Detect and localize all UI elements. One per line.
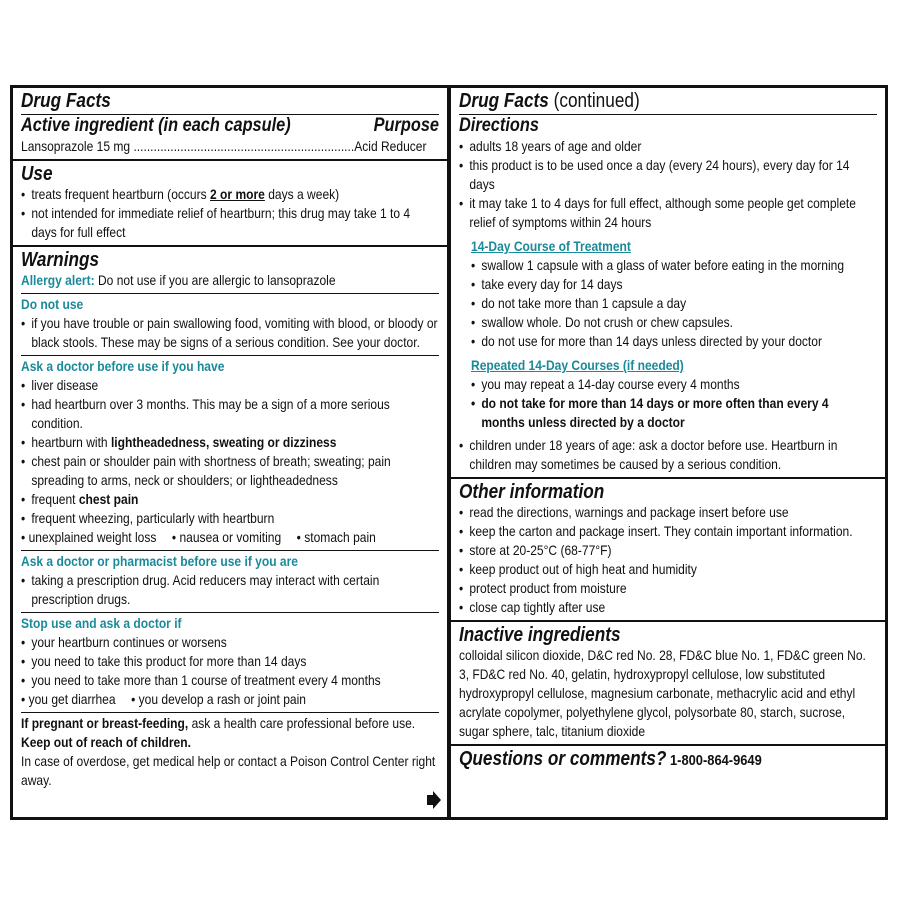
stop-use-bullet: • your heartburn continues or worsens (21, 633, 438, 652)
ask-pharmacist-subsection (21, 550, 439, 609)
ask-doctor-bullet: • frequent chest pain (21, 490, 438, 509)
questions-line: Questions or comments? 1-800-864-9649 (459, 748, 762, 770)
directions-section (451, 88, 885, 479)
other-information-title: Other information (459, 481, 605, 503)
other-information-section (451, 479, 885, 622)
ask-doctor-bullet: • frequent wheezing, particularly with heartburn (21, 509, 438, 528)
active-ingredient-header: Active ingredient (in each capsule) (21, 115, 291, 136)
ask-pharmacist-title: Ask a doctor or pharmacist before use if you are (21, 553, 299, 569)
use-title: Use (21, 163, 53, 185)
directions-bullet: • it may take 1 to 4 days for full effect, although some people get complete relief of symptoms within 24 hours (459, 194, 876, 232)
warnings-title: Warnings (21, 249, 100, 271)
pregnancy-warning: If pregnant or breast-feeding, ask a health care professional before use. (21, 715, 416, 731)
inline-bullet: • you get diarrhea (21, 691, 116, 707)
ask-doctor-title: Ask a doctor before use if you have (21, 358, 225, 374)
phone-number: 1-800-864-9649 (666, 752, 762, 769)
course-bullet: • do not take more than 1 capsule a day (471, 294, 874, 313)
directions-title: Directions (459, 115, 539, 136)
do-not-use-title: Do not use (21, 296, 84, 312)
other-bullet: • keep product out of high heat and humidity (459, 560, 876, 579)
inactive-ingredients-title: Inactive ingredients (459, 624, 621, 646)
other-bullet: • close cap tightly after use (459, 598, 876, 617)
stop-use-bullet: • you need to take this product for more than 14 days (21, 652, 438, 671)
ask-pharmacist-bullet: • taking a prescription drug. Acid reducers may interact with certain prescription drugs. (21, 571, 438, 609)
repeated-courses-title: Repeated 14-Day Courses (if needed) (471, 357, 684, 373)
ask-doctor-bullet: • heartburn with lightheadedness, sweating or dizziness (21, 433, 438, 452)
directions-bullet: • adults 18 years of age and older (459, 137, 876, 156)
inactive-ingredients-text: colloidal silicon dioxide, D&C red No. 28, FD&C blue No. 1, FD&C green No. 3, FD&C red No. 40, gelatin, hydroxypropyl cellulose, low substituted hydroxypropyl cellulose, magnesium carbonate, methacrylic acid and ethyl acrylate copolymer, polyethylene glycol, polysorbate 80, starch, sucrose, sugar sphere, talc, titanium dioxide (459, 647, 866, 739)
pregnancy-subsection (21, 712, 439, 790)
stop-use-inline-bullets (21, 690, 438, 709)
questions-section (451, 746, 885, 775)
course-bullet: • swallow whole. Do not crush or chew capsules. (471, 313, 874, 332)
inline-bullet: • nausea or vomiting (171, 529, 282, 545)
ask-doctor-bullet: • chest pain or shoulder pain with shortness of breath; sweating; pain spreading to arms, neck or shoulders; or lightheadedness (21, 452, 438, 490)
ask-doctor-inline-bullets (21, 528, 438, 547)
other-bullet: • keep the carton and package insert. They contain important information. (459, 522, 876, 541)
allergy-alert: Allergy alert: Do not use if you are allergic to lansoprazole (21, 272, 336, 288)
other-bullet: • store at 20-25°C (68-77°F) (459, 541, 876, 560)
use-bullet-1: • treats frequent heartburn (occurs 2 or more days a week) (21, 185, 438, 204)
repeat-bullet: • you may repeat a 14-day course every 4 months (471, 375, 874, 394)
active-ingredient-line: Lansoprazole 15 mg ..................................................................Acid Reducer (21, 138, 427, 154)
overdose-text: In case of overdose, get medical help or contact a Poison Control Center right away. (21, 753, 436, 788)
ask-doctor-subsection (21, 355, 439, 547)
other-bullet: • read the directions, warnings and package insert before use (459, 503, 876, 522)
drug-facts-right-panel (448, 85, 888, 820)
course-bullet: • swallow 1 capsule with a glass of water before eating in the morning (471, 256, 874, 275)
do-not-use-bullet: • if you have trouble or pain swallowing food, vomiting with blood, or bloody or black stools. These may be signs of a serious condition. See your doctor. (21, 314, 438, 352)
course-bullet: • do not use for more than 14 days unless directed by your doctor (471, 332, 874, 351)
repeat-bullet: • do not take for more than 14 days or more often than every 4 months unless directed by a doctor (471, 394, 874, 432)
drug-facts-left-panel (10, 85, 450, 820)
course-bullet: • take every day for 14 days (471, 275, 874, 294)
warnings-section (13, 247, 447, 793)
drug-facts-continued-title: Drug Facts (continued) (459, 90, 640, 112)
stop-use-bullet: • you need to take more than 1 course of treatment every 4 months (21, 671, 438, 690)
drug-facts-title: Drug Facts (21, 90, 111, 112)
stop-use-subsection (21, 612, 439, 709)
directions-bullet: • this product is to be used once a day (every 24 hours), every day for 14 days (459, 156, 876, 194)
ask-doctor-bullet: • liver disease (21, 376, 438, 395)
active-ingredient-section (13, 88, 447, 161)
purpose-header: Purpose (373, 115, 439, 136)
other-bullet: • protect product from moisture (459, 579, 876, 598)
stop-use-title: Stop use and ask a doctor if (21, 615, 182, 631)
directions-bullet: • children under 18 years of age: ask a doctor before use. Heartburn in children may sometimes be caused by a serious condition. (459, 436, 876, 474)
course-of-treatment-title: 14-Day Course of Treatment (471, 238, 631, 254)
inactive-ingredients-section (451, 622, 885, 746)
use-bullet-2: • not intended for immediate relief of heartburn; this drug may take 1 to 4 days for full effect (21, 204, 438, 242)
arrow-right-icon (427, 791, 441, 809)
inline-bullet: • stomach pain (296, 529, 376, 545)
do-not-use-subsection (21, 293, 439, 352)
inline-bullet: • unexplained weight loss (21, 529, 157, 545)
keep-out-of-reach: Keep out of reach of children. (21, 734, 191, 750)
inline-bullet: • you develop a rash or joint pain (131, 691, 306, 707)
use-section (13, 161, 447, 247)
ask-doctor-bullet: • had heartburn over 3 months. This may be a sign of a more serious condition. (21, 395, 438, 433)
